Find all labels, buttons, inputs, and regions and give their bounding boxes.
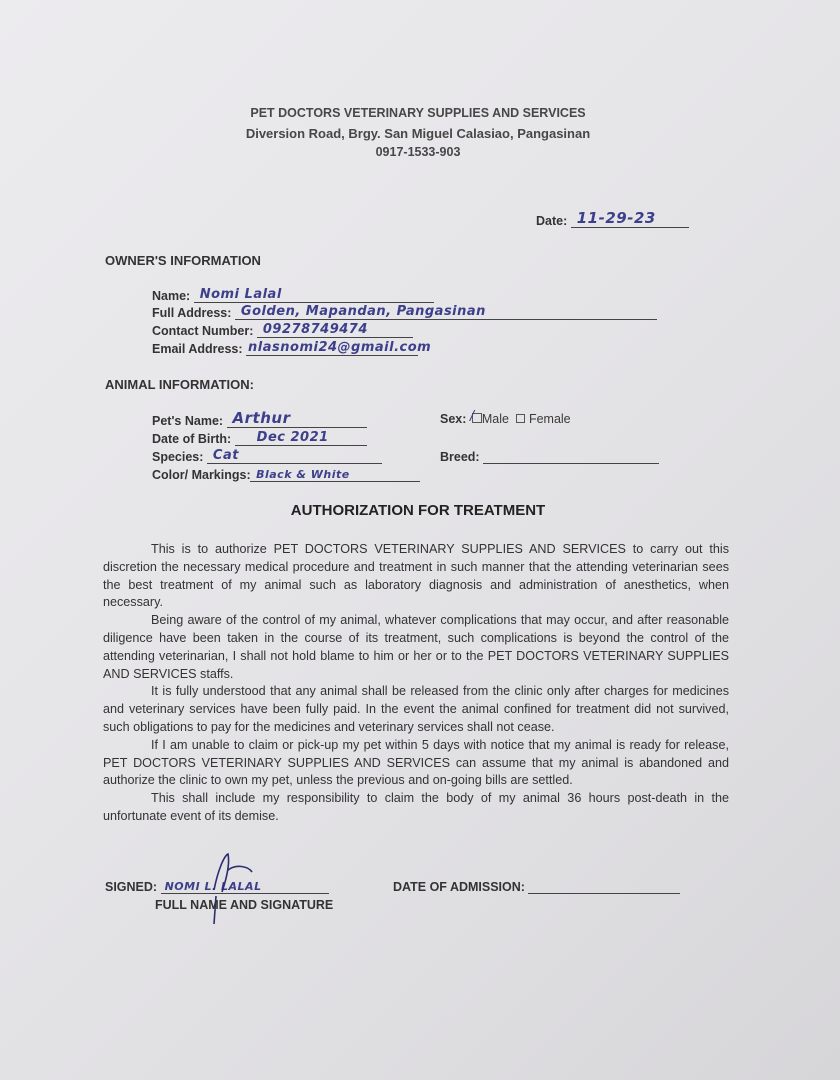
- color-field[interactable]: [152, 467, 420, 482]
- dob-value: Dec 2021: [256, 430, 329, 445]
- female-label: Female: [528, 412, 571, 426]
- dob-field[interactable]: [152, 431, 367, 446]
- female-checkbox[interactable]: [516, 414, 525, 423]
- pet-name-label: Pet's Name:: [152, 414, 224, 428]
- email-value: nlasnomi24@gmail.com: [248, 340, 432, 355]
- owner-email-field[interactable]: [152, 340, 432, 356]
- contact-label: Contact Number:: [152, 324, 254, 338]
- email-label: Email Address:: [152, 342, 243, 356]
- date-value: 11-29-23: [576, 209, 656, 227]
- signed-label: SIGNED:: [105, 880, 158, 894]
- sex-field: [440, 408, 571, 426]
- company-phone: 0917-1533-903: [375, 145, 461, 159]
- admission-date-field[interactable]: [393, 879, 680, 894]
- male-checkbox[interactable]: [469, 408, 482, 425]
- name-value: Nomi Lalal: [199, 287, 282, 302]
- signature-scribble-icon: [200, 850, 280, 930]
- signed-value: NOMI L. LALAL: [164, 880, 262, 893]
- signature-caption: FULL NAME AND SIGNATURE: [155, 898, 334, 912]
- pet-name-value: Arthur: [232, 409, 291, 427]
- contact-value: 09278749474: [262, 322, 368, 337]
- paragraph: It is fully understood that any animal shall be released from the clinic only after charges for medicines and veterinary services have been fully paid. In the event the animal confined for treatment did not survived, such obligations to pay for the medicines and veterinary services shall not cease.: [103, 684, 729, 734]
- address-label: Full Address:: [152, 306, 232, 320]
- company-name: PET DOCTORS VETERINARY SUPPLIES AND SERVICES: [250, 106, 586, 120]
- paragraph: Being aware of the control of my animal, whatever complications that may occur, and after reasonable diligence have been taken in the course of its treatment, such complications is beyond the control of the attending veterinarian, I shall not hold blame to him or her or to the PET DOCTORS VETERINARY SUPPLIES AND SERVICES staffs.: [103, 613, 729, 681]
- paragraph: If I am unable to claim or pick-up my pet within 5 days with notice that my animal is ready for release, PET DOCTORS VETERINARY SUPPLIES AND SERVICES can assume that my animal is abandoned and authorize the clinic to own my pet, unless the previous and on-going bills are settled.: [103, 737, 729, 788]
- owner-contact-field[interactable]: [152, 323, 413, 338]
- animal-heading: ANIMAL INFORMATION:: [105, 377, 254, 392]
- color-value: Black & White: [256, 468, 350, 481]
- male-label: Male: [481, 412, 509, 426]
- admission-label: DATE OF ADMISSION:: [393, 880, 525, 894]
- sex-label: Sex:: [440, 412, 467, 426]
- name-label: Name:: [152, 289, 191, 303]
- address-value: Golden, Mapandan, Pangasinan: [240, 304, 486, 319]
- check-mark-icon: /: [469, 408, 475, 425]
- company-address: Diversion Road, Brgy. San Miguel Calasiao, Pangasinan: [245, 126, 591, 141]
- species-value: Cat: [212, 448, 239, 463]
- authorization-body: [103, 541, 729, 826]
- pet-name-field[interactable]: [152, 409, 367, 428]
- breed-label: Breed:: [440, 450, 480, 464]
- date-label: Date:: [536, 214, 568, 228]
- dob-label: Date of Birth:: [152, 432, 232, 446]
- species-field[interactable]: [152, 449, 382, 464]
- paragraph: This shall include my responsibility to claim the body of my animal 36 hours post-death in the unfortunate event of its demise.: [103, 791, 729, 823]
- species-label: Species:: [152, 450, 204, 464]
- authorization-title: AUTHORIZATION FOR TREATMENT: [290, 502, 546, 519]
- paragraph: This is to authorize PET DOCTORS VETERINARY SUPPLIES AND SERVICES to carry out this discretion the necessary medical procedure and treatment in such manner that the attending veterinarian sees the best treatment of my animal such as laboratory diagnosis and administration of anesthetics, when necessary.: [103, 542, 729, 610]
- date-field[interactable]: [536, 209, 689, 228]
- breed-field[interactable]: [440, 449, 659, 464]
- color-label: Color/ Markings:: [152, 468, 251, 482]
- owner-address-field[interactable]: [152, 305, 657, 320]
- owner-heading: OWNER'S INFORMATION: [105, 253, 261, 268]
- owner-name-field[interactable]: [152, 288, 434, 303]
